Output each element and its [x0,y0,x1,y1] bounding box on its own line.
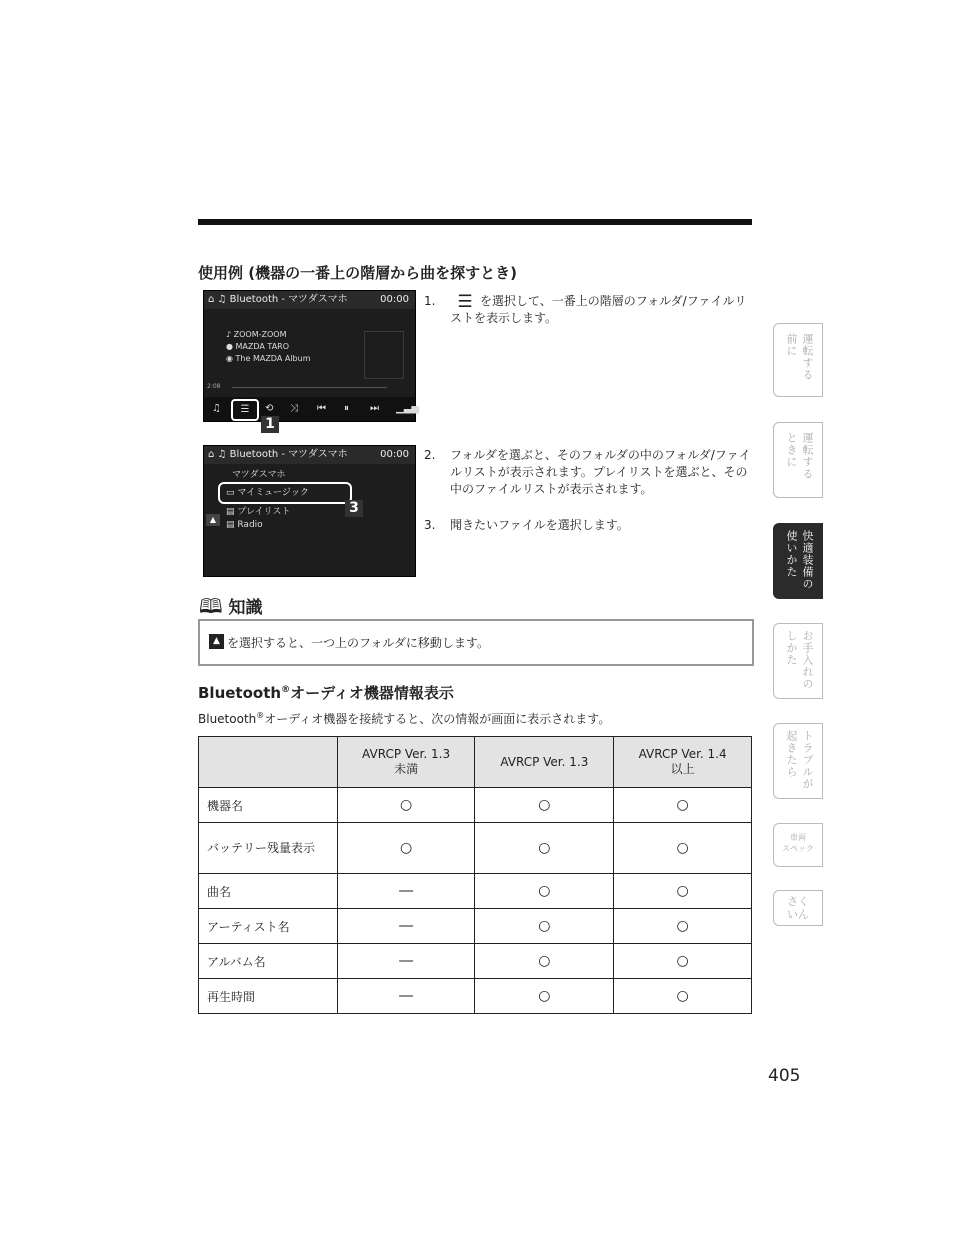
table-cell: ○ [475,944,614,979]
album-icon: ◉ [226,354,236,363]
table-cell: ○ [475,979,614,1014]
radio-icon: ▤ [226,520,238,530]
home-icon: ⌂ [208,294,218,305]
previous-icon[interactable]: ⏮ [317,403,326,414]
callout-3: 3 [345,500,363,517]
playlist-icon: ▤ [226,507,238,517]
knowledge-text: を選択すると、一つ上のフォルダに移動します。 [227,636,489,650]
pause-icon[interactable]: ⏸ [344,403,349,414]
table-cell: ○ [475,788,614,823]
side-tab-while-driving[interactable]: 運転する ときに [773,422,823,498]
knowledge-box [198,619,754,666]
folder-item-radio[interactable]: ▤ Radio [226,520,263,530]
step-3 [424,517,752,534]
callout-1: 1 [261,416,279,433]
list-icon[interactable]: ☰ [231,399,259,421]
top-rule [198,219,752,225]
folder-icon: ▭ [226,488,238,498]
table-cell: ○ [337,823,475,874]
step-2-text: フォルダを選ぶと、そのフォルダの中のフォルダ/ファイルリストが表示されます。プレイリストを選ぶと、その中のファイルリストが表示されます。 [450,448,751,496]
table-cell: ― [337,979,475,1014]
table-header-cell: AVRCP Ver. 1.3 未満 [337,737,475,788]
table-cell: ○ [475,909,614,944]
page-number: 405 [768,1066,801,1086]
folder-up-icon: ▲ [209,634,224,649]
table-cell: ○ [614,909,752,944]
table-cell: ― [337,909,475,944]
knowledge-title: 知識 [228,598,263,618]
step-3-number: 3. [424,518,436,532]
track-album: The MAZDA Album [235,354,311,363]
side-tab-maintenance[interactable]: お手入れの しかた [773,623,823,699]
progress-bar[interactable] [232,387,387,388]
row-label: アルバム名 [199,944,338,979]
equalizer-icon[interactable]: ▁▃▅ [396,403,420,414]
folder-up-icon[interactable]: ▲ [206,514,220,526]
track-info [226,329,310,365]
row-label: アーティスト名 [199,909,338,944]
table-row [199,909,752,944]
bt-info-heading: Bluetooth®オーディオ機器情報表示 [198,684,454,702]
step-1 [424,293,752,327]
table-cell: ○ [614,823,752,874]
table-cell: ○ [614,979,752,1014]
music-icon[interactable]: ♫ [212,403,221,414]
table-header-cell [199,737,338,788]
folder-item-playlist[interactable]: ▤ プレイリスト [226,507,291,517]
folder-item-my-music[interactable]: ▭ マイミュージック [218,482,352,504]
screen-folder-list [203,445,416,577]
table-header-cell: AVRCP Ver. 1.4 以上 [614,737,752,788]
row-label: 機器名 [199,788,338,823]
repeat-icon[interactable]: ⟲ [265,403,274,414]
folder-title: マツダスマホ [232,470,286,480]
table-cell: ○ [337,788,475,823]
control-bar [204,397,420,421]
screen2-time: 00:00 [380,449,409,460]
home-icon: ⌂ [208,449,218,460]
screen1-time: 00:00 [380,294,409,305]
table-header-cell: AVRCP Ver. 1.3 [475,737,614,788]
step-2 [424,447,752,498]
bt-intro: Bluetooth®オーディオ機器を接続すると、次の情報が画面に表示されます。 [198,711,611,726]
side-tab-index[interactable]: さく いん [773,890,823,926]
step-3-text: 聞きたいファイルを選択します。 [450,518,629,532]
step-1-number: 1. [424,294,436,308]
step-2-number: 2. [424,448,436,462]
shuffle-icon[interactable]: ⤨ [290,403,298,414]
row-label: バッテリー残量表示 [199,823,338,874]
table-cell: ― [337,874,475,909]
table-cell: ○ [614,874,752,909]
table-row [199,788,752,823]
table-row [199,979,752,1014]
track-artist: MAZDA TARO [235,342,290,351]
table-header-row [199,737,752,788]
table-cell: ○ [475,874,614,909]
album-art [364,331,404,379]
example-heading: 使用例 (機器の一番上の階層から曲を探すとき) [198,264,517,282]
side-tab-specifications[interactable]: 車両 スペック [773,823,823,867]
avrcp-table [198,736,752,1014]
screen1-header [204,291,415,309]
screen2-title: ♫ Bluetooth - マツダスマホ [217,449,348,460]
track-title: ZOOM-ZOOM [233,330,287,339]
table-cell: ○ [475,823,614,874]
table-row [199,823,752,874]
elapsed-time: 2:08 [207,383,221,390]
list-menu-icon: ☰ [457,292,473,312]
table-cell: ○ [614,944,752,979]
side-tab-troubleshooting[interactable]: トラブルが 起きたら [773,723,823,799]
table-cell: ○ [614,788,752,823]
artist-icon: ● [226,342,236,351]
side-tab-comfort-features[interactable]: 快適装備の 使いかた [773,523,823,599]
screen2-header [204,446,415,464]
table-row [199,944,752,979]
next-icon[interactable]: ⏭ [370,403,379,414]
table-row [199,874,752,909]
step-1-text: を選択して、一番上の階層のフォルダ/ファイルリストを表示します。 [450,294,747,325]
note-icon: ♪ [226,330,234,339]
row-label: 曲名 [199,874,338,909]
table-cell: ― [337,944,475,979]
row-label: 再生時間 [199,979,338,1014]
screen-now-playing [203,290,420,422]
side-tab-before-driving[interactable]: 運転する 前に [773,323,823,397]
screen1-title: ♫ Bluetooth - マツダスマホ [217,294,348,305]
book-icon: 🕮 [199,594,223,618]
